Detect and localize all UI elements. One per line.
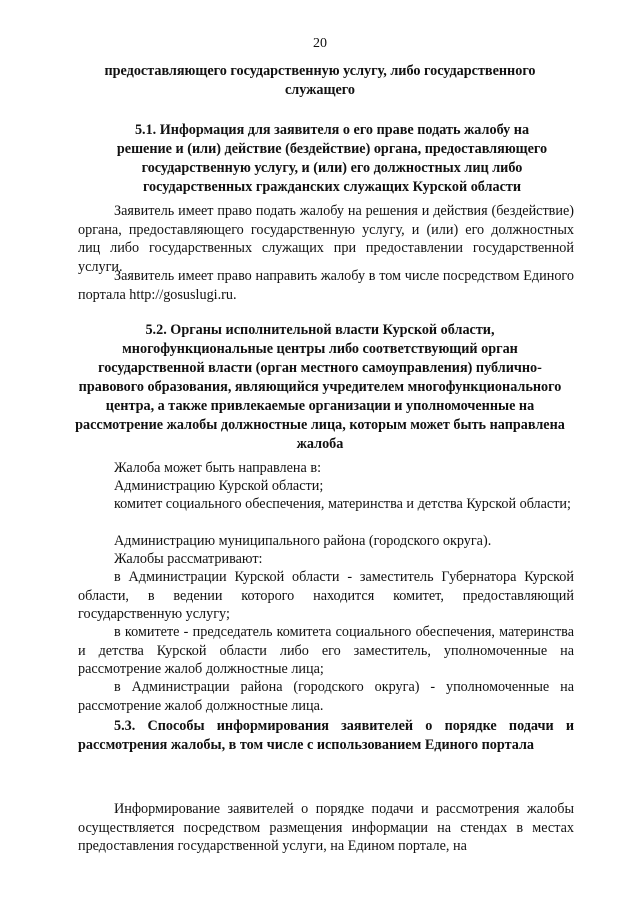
page-number: 20 <box>313 36 327 51</box>
section-5-2-title: 5.2. Органы исполнительной власти Курской области, многофункциональные центры либо соответствующий орган государственной власти (орган местного самоуправления) публично-правового образования, являющийся учредителем многофункционального центра, а также привлекаемые организации и уполномоченные на рассмотрение жалобы должностные лица, которым может быть направлена жалоба <box>75 322 565 452</box>
section-5-2-item-1: Жалоба может быть направлена в: <box>114 460 322 476</box>
section-5-2-item-5: Жалобы рассматривают: <box>114 551 263 567</box>
section-5-3-title: 5.3. Способы информирования заявителей о порядке подачи и рассмотрения жалобы, в том числе с использованием Единого портала <box>78 718 574 753</box>
section-5-2-item-7: в комитете - председатель комитета социального обеспечения, материнства и детства Курской области либо его заместитель, уполномоченные на рассмотрение жалоб должностные лица; <box>78 624 574 677</box>
section-5-2-item-6: в Администрации Курской области - заместитель Губернатора Курской области, в ведении которого находится комитет, предоставляющий государственную услугу; <box>78 569 574 622</box>
section-5-2-item-3: комитет социального обеспечения, материнства и детства Курской области; <box>114 496 571 512</box>
section-5-1-paragraph-2: Заявитель имеет право направить жалобу в том числе посредством Единого портала http://gosuslugi.ru. <box>78 268 574 303</box>
section-5-1-paragraph-1: Заявитель имеет право подать жалобу на решения и действия (бездействие) органа, предоставляющего государственную услугу, и (или) его должностных лиц либо государственных служащих при предоставлении государственной услуги. <box>78 203 574 275</box>
heading-continuation: предоставляющего государственную услугу, либо государственного служащего <box>104 63 536 98</box>
section-5-1-title: 5.1. Информация для заявителя о его праве подать жалобу на решение и (или) действие (бездействие) органа, предоставляющего государственную услугу, и (или) его должностных лиц либо государственных гражданских служащих Курской области <box>116 122 548 195</box>
section-5-2-item-4: Администрацию муниципального района (городского округа). <box>114 533 492 549</box>
section-5-2-item-2: Администрацию Курской области; <box>114 478 324 494</box>
section-5-3-paragraph-1: Информирование заявителей о порядке подачи и рассмотрения жалобы осуществляется посредством размещения информации на стендах в местах предоставления государственной услуги, на Едином портале, на <box>78 801 574 854</box>
section-5-2-item-8: в Администрации района (городского округа) - уполномоченные на рассмотрение жалоб должностные лица. <box>78 679 574 714</box>
